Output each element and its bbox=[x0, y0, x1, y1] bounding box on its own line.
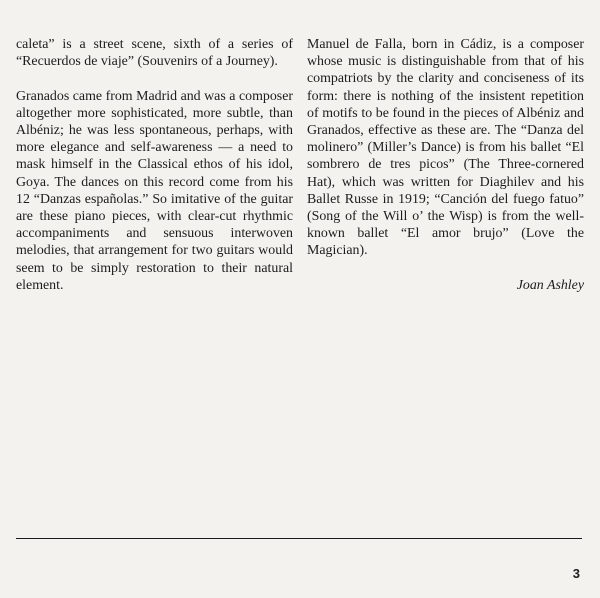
footer-rule bbox=[16, 538, 582, 539]
left-text-column bbox=[16, 36, 293, 294]
paragraph-albeniz-end: caleta” is a street scene, sixth of a series of “Recuerdos de viaje” (Souvenirs of a Journey). bbox=[16, 37, 293, 70]
paragraph-falla: Manuel de Falla, born in Cádiz, is a composer whose music is distinguishable from that of his compatriots by the clarity and conciseness of its form: there is nothing of the insistent repetition of motifs to be found in the pieces of Albéniz and Granados, effective as these are. The “Danza del molinero” (Miller’s Dance) is from his ballet “El sombrero de tres picos” (The Three-cornered Hat), which was written for Diaghilev and his Ballet Russe in 1919; “Canción del fuego fatuo” (Song of the Will o’ the Wisp) is from the well-known ballet “El amor brujo” (Love the Magician). bbox=[307, 37, 584, 259]
paragraph-granados: Granados came from Madrid and was a composer altogether more sophisticated, more subtle, than Albéniz; he was less spontaneous, perhaps, with more elegance and self-awareness — a need to mask himself in the Classical ethos of his idol, Goya. The dances on this record come from his 12 “Danzas españolas.” So imitative of the guitar are these piano pieces, with clear-cut rhythmic accompaniments and sensuous interwoven melodies, that arrangement for two guitars would seem to be simply restoration to their natural element. bbox=[16, 88, 293, 293]
page-number: 3 bbox=[572, 566, 580, 581]
right-text-column bbox=[307, 36, 584, 294]
author-signature: Joan Ashley bbox=[516, 277, 584, 293]
